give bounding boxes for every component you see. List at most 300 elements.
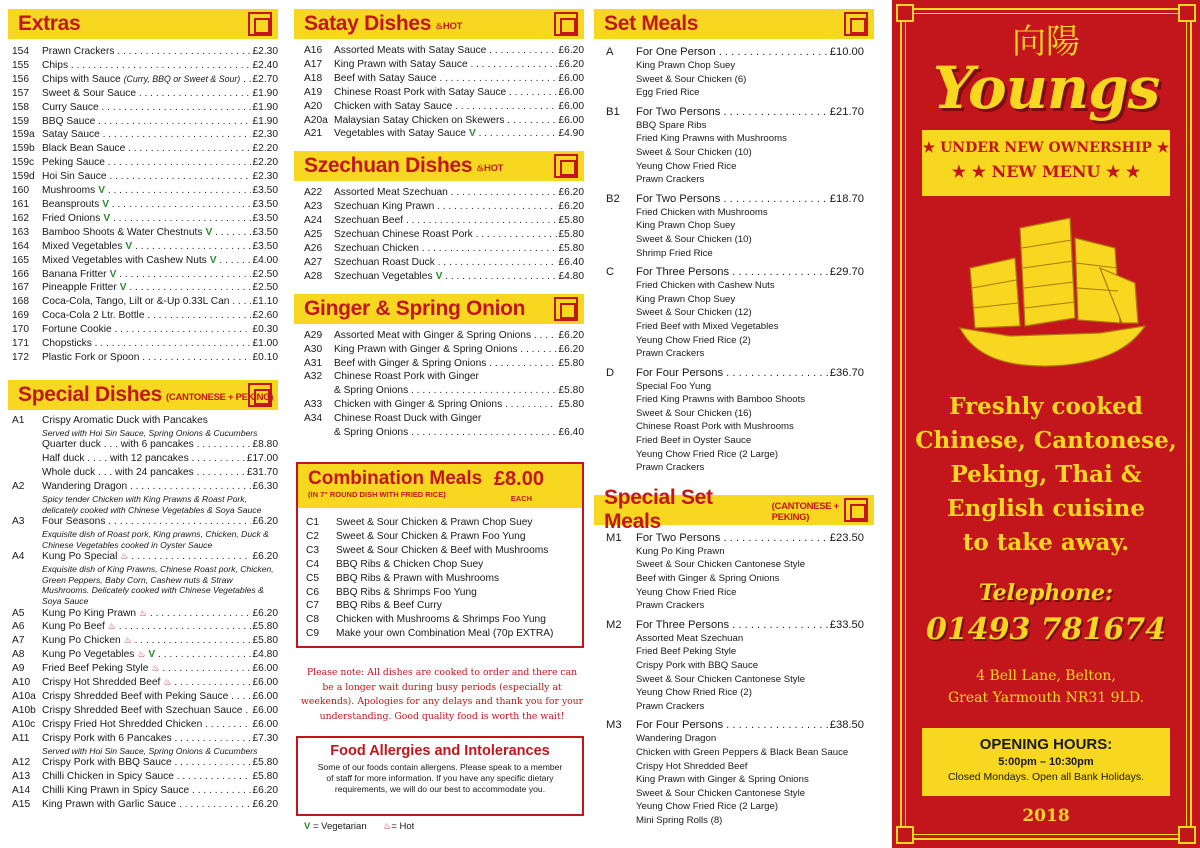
vegetarian-mark: V <box>148 649 156 661</box>
menu-item <box>12 212 278 226</box>
set-meal-code: D <box>606 366 615 379</box>
set-meal-dish: Fried King Prawns with Bamboo Shoots <box>636 394 806 406</box>
allergy-box <box>296 736 584 816</box>
item-name: BBQ Sauce . . . <box>42 115 251 129</box>
item-price: £3.50 <box>252 226 278 238</box>
menu-item <box>304 370 584 384</box>
item-price: £6.00 <box>558 100 584 112</box>
set-meal-price: £38.50 <box>829 719 864 732</box>
item-description: Exquisite dish of Roast pork, King prawns, Chicken, Duck & Chinese Vegetables cooked in Oyster Sauce <box>42 529 269 550</box>
item-price: £5.80 <box>558 385 584 397</box>
item-price: £6.20 <box>252 607 278 619</box>
item-name: Chicken with Satay Sauce . . . <box>334 100 557 114</box>
item-name: Sweet & Sour Sauce . . . <box>42 87 251 101</box>
item-price: £2.50 <box>252 282 278 294</box>
item-price: £6.20 <box>558 201 584 213</box>
set-meal-dish: Assorted Meat Szechuan <box>636 632 744 644</box>
item-name: Crispy Aromatic Duck with Pancakes <box>42 414 208 426</box>
menu-item <box>12 620 278 634</box>
item-name: Assorted Meat with Ginger & Spring Onions . . . <box>334 329 557 343</box>
combination-item <box>306 544 582 558</box>
item-code: 159a <box>12 129 35 141</box>
item-code: 165 <box>12 254 29 266</box>
menu-item <box>304 127 584 141</box>
menu-item <box>304 384 584 398</box>
menu-item <box>12 676 278 690</box>
item-name: Chips with Sauce (Curry, BBQ or Sweet & Sour) . . . <box>42 73 251 87</box>
item-code: 159 <box>12 115 29 127</box>
ginger-header <box>294 294 584 324</box>
item-code: A7 <box>12 635 25 647</box>
item-code: A31 <box>304 357 323 369</box>
item-code: 162 <box>12 212 29 224</box>
set-meal-dish: Crispy Hot Shredded Beef <box>636 760 748 772</box>
item-name: Pineapple Fritter V . . . <box>42 281 251 295</box>
hot-icon <box>120 551 128 561</box>
item-code: 154 <box>12 46 29 57</box>
item-code: 157 <box>12 87 29 99</box>
item-price: £6.00 <box>252 718 278 730</box>
veg-legend: = Vegetarian <box>310 821 367 832</box>
item-code: 159d <box>12 171 35 183</box>
combination-item <box>306 530 582 544</box>
item-name: & Spring Onions . . . <box>334 384 557 398</box>
ownership-text: ★ UNDER NEW OWNERSHIP ★ <box>922 140 1170 156</box>
knot-ornament-icon <box>844 12 868 36</box>
item-price: £2.20 <box>252 143 278 155</box>
menu-item <box>304 58 584 72</box>
set-meal-dish: King Prawn with Ginger & Spring Onions <box>636 774 809 786</box>
item-price: £4.00 <box>252 254 278 266</box>
item-code: A24 <box>304 215 323 227</box>
menu-item <box>12 115 278 129</box>
set-meal-dish: Sweet & Sour Chicken (10) <box>636 146 752 158</box>
item-name: BBQ Ribs & Shrimps Foo Yung <box>336 586 477 598</box>
item-name: King Prawn with Ginger & Spring Onions . . . <box>334 343 557 357</box>
menu-item <box>12 87 278 101</box>
item-name: Kung Po Chicken♨ . . . <box>42 634 251 648</box>
hot-icon <box>108 621 116 631</box>
menu-item <box>12 281 278 295</box>
item-name: King Prawn with Satay Sauce . . . <box>334 58 557 72</box>
hours-box <box>922 728 1170 796</box>
item-code: A10b <box>12 704 36 716</box>
item-price: £3.50 <box>252 212 278 224</box>
set-meal-dish: Yeung Chow Rried Rice (2) <box>636 687 752 699</box>
combination-title: Combination Meals <box>308 468 483 489</box>
item-price: £0.30 <box>252 324 278 336</box>
set-meal-header <box>606 366 864 380</box>
combination-box <box>296 462 584 648</box>
set-meal-dish: Beef with Ginger & Spring Onions <box>636 573 780 585</box>
item-name: Bamboo Shoots & Water Chestnuts V . . . <box>42 226 251 240</box>
menu-item <box>304 412 584 426</box>
item-name: BBQ Ribs & Prawn with Mushrooms <box>336 572 500 584</box>
vegetarian-mark: V <box>103 212 111 224</box>
hot-icon <box>151 663 159 673</box>
item-code: 169 <box>12 310 29 322</box>
set-meal-header <box>606 718 864 732</box>
set-meal-dish: Sweet & Sour Chicken (10) <box>636 233 752 245</box>
item-price: £31.70 <box>246 467 278 479</box>
satay-header <box>294 9 584 39</box>
menu-item <box>12 170 278 184</box>
set-meal-dish: Sweet & Sour Chicken (6) <box>636 73 747 85</box>
item-code: A10 <box>12 677 31 689</box>
combination-price-note: EACH <box>510 494 532 503</box>
set-meal-dish: Crispy Pork with BBQ Sauce <box>636 660 759 671</box>
item-name: Crispy Pork with 6 Pancakes . . . <box>42 732 251 746</box>
menu-item <box>12 128 278 142</box>
menu-item <box>12 198 278 212</box>
set-meal-dish: Prawn Crackers <box>636 174 705 186</box>
item-name: Crispy Hot Shredded Beef♨ . . . <box>42 676 251 690</box>
satay-subtitle: ♨ HOT <box>435 21 462 32</box>
menu-item <box>304 100 584 114</box>
item-price: £6.20 <box>252 516 278 528</box>
menu-item <box>304 228 584 242</box>
item-price: £6.20 <box>252 798 278 810</box>
item-code: 167 <box>12 282 29 294</box>
item-description: Served with Hoi Sin Sauce, Spring Onions & Cucumbers <box>42 745 258 756</box>
item-name: Kung Po Special♨ . . . <box>42 550 251 564</box>
item-price: £6.00 <box>252 663 278 675</box>
column-2 <box>294 0 584 440</box>
item-price: £4.90 <box>558 128 584 140</box>
item-name: Fortune Cookie . . . <box>42 323 251 337</box>
special-dishes-header <box>8 380 278 410</box>
item-code: A10c <box>12 718 36 730</box>
item-code <box>304 426 334 440</box>
item-code: 168 <box>12 296 29 308</box>
set-meal-dish: Sweet & Sour Chicken Cantonese Style <box>636 787 806 799</box>
item-name: Vegetables with Satay Sauce V . . . <box>334 127 557 141</box>
item-name: Prawn Crackers . . . <box>42 45 251 59</box>
combination-item <box>306 558 582 572</box>
item-code: C5 <box>306 572 320 584</box>
item-code: 170 <box>12 324 29 336</box>
menu-item <box>304 44 584 58</box>
item-code: 158 <box>12 101 29 113</box>
item-name: Crispy Fried Hot Shredded Chicken . . . <box>42 718 251 732</box>
menu-item <box>304 242 584 256</box>
item-price: £17.00 <box>246 453 278 465</box>
set-meal-dish: Wandering Dragon <box>636 733 717 745</box>
hot-icon <box>163 677 171 687</box>
set-meal-header <box>606 105 864 119</box>
item-code: A27 <box>304 256 323 268</box>
menu-item <box>12 466 278 480</box>
item-price <box>582 412 584 426</box>
item-code: A33 <box>304 399 323 411</box>
set-meal-code: M2 <box>606 618 622 631</box>
item-code: A13 <box>12 771 31 783</box>
szechuan-list <box>294 181 584 283</box>
set-meal-dish: King Prawn Chop Suey <box>636 220 736 232</box>
address-line-2: Great Yarmouth NR31 9LD. <box>947 690 1145 706</box>
allergy-text: Some of our foods contain allergens. Please speak to a member of staff for more information. If you have any specific dietary requirements, we will do our best to accommodate you. <box>317 762 563 795</box>
item-code: A14 <box>12 785 31 796</box>
vegetarian-mark: V <box>98 185 106 197</box>
hours-note: Closed Mondays. Open all Bank Holidays. <box>947 771 1145 783</box>
menu-item <box>304 329 584 343</box>
menu-item <box>12 438 278 452</box>
set-meal-dish: Prawn Crackers <box>636 700 705 712</box>
wait-note: Please note: All dishes are cooked to order and there can be a longer wait during busy periods (especially at weekends). Apologies for any delays and thank you for your understanding. Good quality food is worth the wait! <box>300 667 584 722</box>
set-meal-price: £18.70 <box>829 192 864 205</box>
item-price: £6.00 <box>252 704 278 716</box>
vegetarian-mark: V <box>109 268 117 280</box>
item-code: A30 <box>304 343 323 355</box>
column-3 <box>594 0 874 828</box>
item-price: £4.80 <box>558 270 584 282</box>
set-meal-price: £21.70 <box>829 105 864 118</box>
item-name: BBQ Ribs & Chicken Chop Suey <box>336 558 484 570</box>
knot-ornament-icon <box>554 297 578 321</box>
item-name: Chinese Roast Duck with Ginger <box>334 413 482 425</box>
menu-item <box>12 351 278 365</box>
item-price: £0.10 <box>252 351 278 363</box>
set-meal-dish: Kung Po King Prawn <box>636 545 725 557</box>
vegetarian-mark: V <box>209 254 217 266</box>
item-name: Plastic Fork or Spoon . . . <box>42 351 251 365</box>
item-name: King Prawn with Garlic Sauce . . . <box>42 798 251 812</box>
menu-item <box>304 214 584 228</box>
extras-title: Extras <box>18 12 81 35</box>
special-dishes-list <box>8 410 278 812</box>
set-meal-header <box>606 192 864 206</box>
set-meal-code: M3 <box>606 719 622 732</box>
item-name: Chopsticks . . . <box>42 337 251 351</box>
set-meal-dish: Yeung Chow Fried Rice (2 Large) <box>636 448 779 460</box>
tagline-line: English cuisine <box>947 495 1145 522</box>
ginger-list <box>294 324 584 440</box>
item-name: Beef with Ginger & Spring Onions . . . <box>334 357 557 371</box>
item-name: Banana Fritter V . . . <box>42 268 251 282</box>
item-code: A5 <box>12 607 25 619</box>
vegetarian-mark: V <box>435 270 443 282</box>
item-name: Kung Po Beef♨ . . . <box>42 620 251 634</box>
item-code: A19 <box>304 86 323 98</box>
item-name: Fried Onions V . . . <box>42 212 251 226</box>
hot-legend: = Hot <box>391 821 415 832</box>
menu-item <box>304 426 584 440</box>
item-price: £4.80 <box>252 649 278 661</box>
item-name: Beef with Satay Sauce . . . <box>334 72 557 86</box>
item-code: A11 <box>12 732 30 744</box>
item-code: C8 <box>306 614 320 626</box>
set-meal-dish: Fried Beef Peking Style <box>636 646 737 658</box>
vegetarian-mark: V <box>125 240 133 252</box>
set-meal-name: For Two Persons . . . <box>636 531 828 545</box>
item-name: Chicken with Mushrooms & Shrimps Foo Yung <box>336 614 546 626</box>
set-meal-dish: Egg Fried Rice <box>636 87 700 99</box>
item-code: A20a <box>304 114 328 126</box>
menu-item <box>12 414 278 428</box>
item-code: A10a <box>12 690 36 702</box>
menu-item <box>12 226 278 240</box>
szechuan-title: Szechuan Dishes <box>304 154 473 178</box>
set-meals-list <box>594 39 874 475</box>
item-description: Spicy tender Chicken with King Prawns & Roast Pork, delicately cooked with Chinese Vegetables & Soya Sauce <box>42 493 262 515</box>
item-code: A8 <box>12 649 25 661</box>
item-price: £3.50 <box>252 198 278 210</box>
vegetarian-mark: V <box>205 226 213 238</box>
item-price: £2.30 <box>252 46 278 57</box>
menu-item <box>304 72 584 86</box>
item-code: C3 <box>306 544 320 556</box>
szechuan-subtitle: ♨ HOT <box>476 163 503 174</box>
item-code: A12 <box>12 757 31 769</box>
item-name: Quarter duck . . . with 6 pancakes . . . <box>42 438 251 452</box>
combination-item <box>306 572 582 586</box>
menu-item <box>12 184 278 198</box>
satay-title: Satay Dishes <box>304 12 432 35</box>
allergy-title: Food Allergies and Intolerances <box>330 743 550 759</box>
junk-boat-icon <box>950 208 1150 378</box>
item-price: £5.80 <box>252 771 278 783</box>
item-name: Curry Sauce . . . <box>42 101 251 115</box>
item-name: Mixed Vegetables V . . . <box>42 240 251 254</box>
item-code: A23 <box>304 201 323 213</box>
corner-ornament-icon <box>1178 826 1196 844</box>
item-code: A9 <box>12 663 25 675</box>
set-meal-header <box>606 45 864 59</box>
menu-item <box>12 732 278 746</box>
special-dishes-title: Special Dishes <box>18 382 163 406</box>
vegetarian-mark: V <box>468 128 476 140</box>
item-code: 166 <box>12 268 29 280</box>
hot-icon <box>137 649 145 659</box>
item-price: £6.20 <box>558 45 584 56</box>
item-code: A2 <box>12 481 25 493</box>
item-name: Hoi Sin Sauce . . . <box>42 170 251 184</box>
item-name: Peking Sauce . . . <box>42 156 251 170</box>
item-name: Assorted Meat Szechuan . . . <box>334 186 557 200</box>
set-meal-price: £33.50 <box>829 618 864 631</box>
item-price: £2.70 <box>252 73 278 85</box>
item-name: Four Seasons . . . <box>42 515 251 529</box>
menu-item <box>12 337 278 351</box>
knot-ornament-icon <box>844 498 868 522</box>
menu-item <box>304 200 584 214</box>
menu-item <box>12 784 278 798</box>
item-price: £1.90 <box>252 115 278 127</box>
chinese-name: 向陽 <box>1012 22 1080 62</box>
item-name: Sweet & Sour Chicken & Beef with Mushrooms <box>336 544 549 556</box>
combination-price: £8.00 <box>493 468 544 490</box>
item-name: Crispy Shredded Beef with Peking Sauce . . . <box>42 690 251 704</box>
item-code: 163 <box>12 226 29 238</box>
set-meal-code: M1 <box>606 531 622 544</box>
szechuan-header <box>294 151 584 181</box>
item-name: Crispy Shredded Beef with Szechuan Sauce . . . <box>42 704 251 718</box>
item-price: £1.90 <box>252 101 278 113</box>
extras-header <box>8 9 278 39</box>
menu-item <box>12 45 278 59</box>
menu-item <box>12 798 278 812</box>
menu-item <box>12 770 278 784</box>
item-price: £8.80 <box>252 439 278 451</box>
tagline-line: to take away. <box>962 529 1130 556</box>
item-code: A4 <box>12 551 25 563</box>
set-meal-dish: Yeung Chow Fried Rice (2 Large) <box>636 801 779 813</box>
item-code: A6 <box>12 621 25 633</box>
item-code: A18 <box>304 72 323 84</box>
item-code: A22 <box>304 187 323 199</box>
set-meal-dish: Shrimp Fried Rice <box>636 247 713 259</box>
knot-ornament-icon <box>554 154 578 178</box>
menu-item <box>12 101 278 115</box>
item-code: C2 <box>306 530 320 542</box>
combination-header <box>298 464 582 508</box>
special-set-title: Special Set Meals <box>604 485 713 533</box>
star-icon: ★ <box>922 140 941 156</box>
special-dishes-subtitle: (CANTONESE + PEKING) <box>166 391 274 403</box>
item-name: Make your own Combination Meal (70p EXTRA) <box>336 628 554 640</box>
set-meal-dish: Yeung Chow Fried Rice (2) <box>636 334 751 346</box>
item-code: 155 <box>12 59 29 71</box>
item-code: 161 <box>12 198 29 210</box>
set-meal-dish: Sweet & Sour Chicken (12) <box>636 307 752 319</box>
item-price: £2.30 <box>252 129 278 141</box>
tagline-line: Peking, Thai & <box>950 461 1142 488</box>
new-menu-text: ★ ★ NEW MENU ★ ★ <box>951 162 1141 181</box>
item-name: Chinese Roast Pork with Ginger <box>334 371 479 383</box>
item-code: C1 <box>306 517 320 528</box>
special-set-list <box>594 525 874 828</box>
set-meal-header <box>606 618 864 632</box>
item-price: £5.80 <box>558 242 584 254</box>
set-meal-dish: Special Foo Yung <box>636 380 712 392</box>
item-price: £5.80 <box>558 357 584 369</box>
address-line-1: 4 Bell Lane, Belton, <box>976 668 1116 684</box>
item-name: Coca-Cola, Tango, Lilt or &-Up 0.33L Can . . . <box>42 295 251 309</box>
hours-title: OPENING HOURS: <box>979 736 1113 753</box>
item-code: A21 <box>304 128 323 140</box>
item-code: A20 <box>304 100 323 112</box>
item-name: Beansprouts V . . . <box>42 198 251 212</box>
item-name: Szechuan Chinese Roast Pork . . . <box>334 228 557 242</box>
item-price: £6.20 <box>558 343 584 355</box>
item-name: Mixed Vegetables with Cashew Nuts V . . . <box>42 254 251 268</box>
star-icon: ★ ★ <box>951 162 992 181</box>
item-name: Szechuan King Prawn . . . <box>334 200 557 214</box>
combination-item <box>306 613 582 627</box>
set-meal-dish: Fried King Prawns with Mushrooms <box>636 133 787 145</box>
item-name: Sweet & Sour Chicken & Prawn Foo Yung <box>336 530 526 542</box>
ownership-banner <box>922 130 1170 196</box>
item-name: Chicken with Ginger & Spring Onions . . . <box>334 398 557 412</box>
hot-icon <box>124 635 132 645</box>
menu-item <box>12 662 278 676</box>
item-code: A15 <box>12 798 31 810</box>
item-name: Chilli King Prawn in Spicy Sauce . . . <box>42 784 251 798</box>
item-price: £5.80 <box>558 215 584 227</box>
set-meal-name: For Three Persons . . . <box>636 265 828 279</box>
menu-item <box>304 398 584 412</box>
item-code: C9 <box>306 628 320 640</box>
set-meal-dish: Prawn Crackers <box>636 462 705 474</box>
set-meal-name: For Four Persons . . . <box>636 718 828 732</box>
item-price <box>276 414 278 428</box>
menu-item <box>12 323 278 337</box>
item-price: £3.50 <box>252 240 278 252</box>
set-meal-name: For Three Persons . . . <box>636 618 828 632</box>
telephone-number[interactable]: 01493 781674 <box>925 612 1167 647</box>
set-meal-dish: Fried Beef in Oyster Sauce <box>636 435 752 447</box>
item-price: £2.30 <box>252 171 278 183</box>
